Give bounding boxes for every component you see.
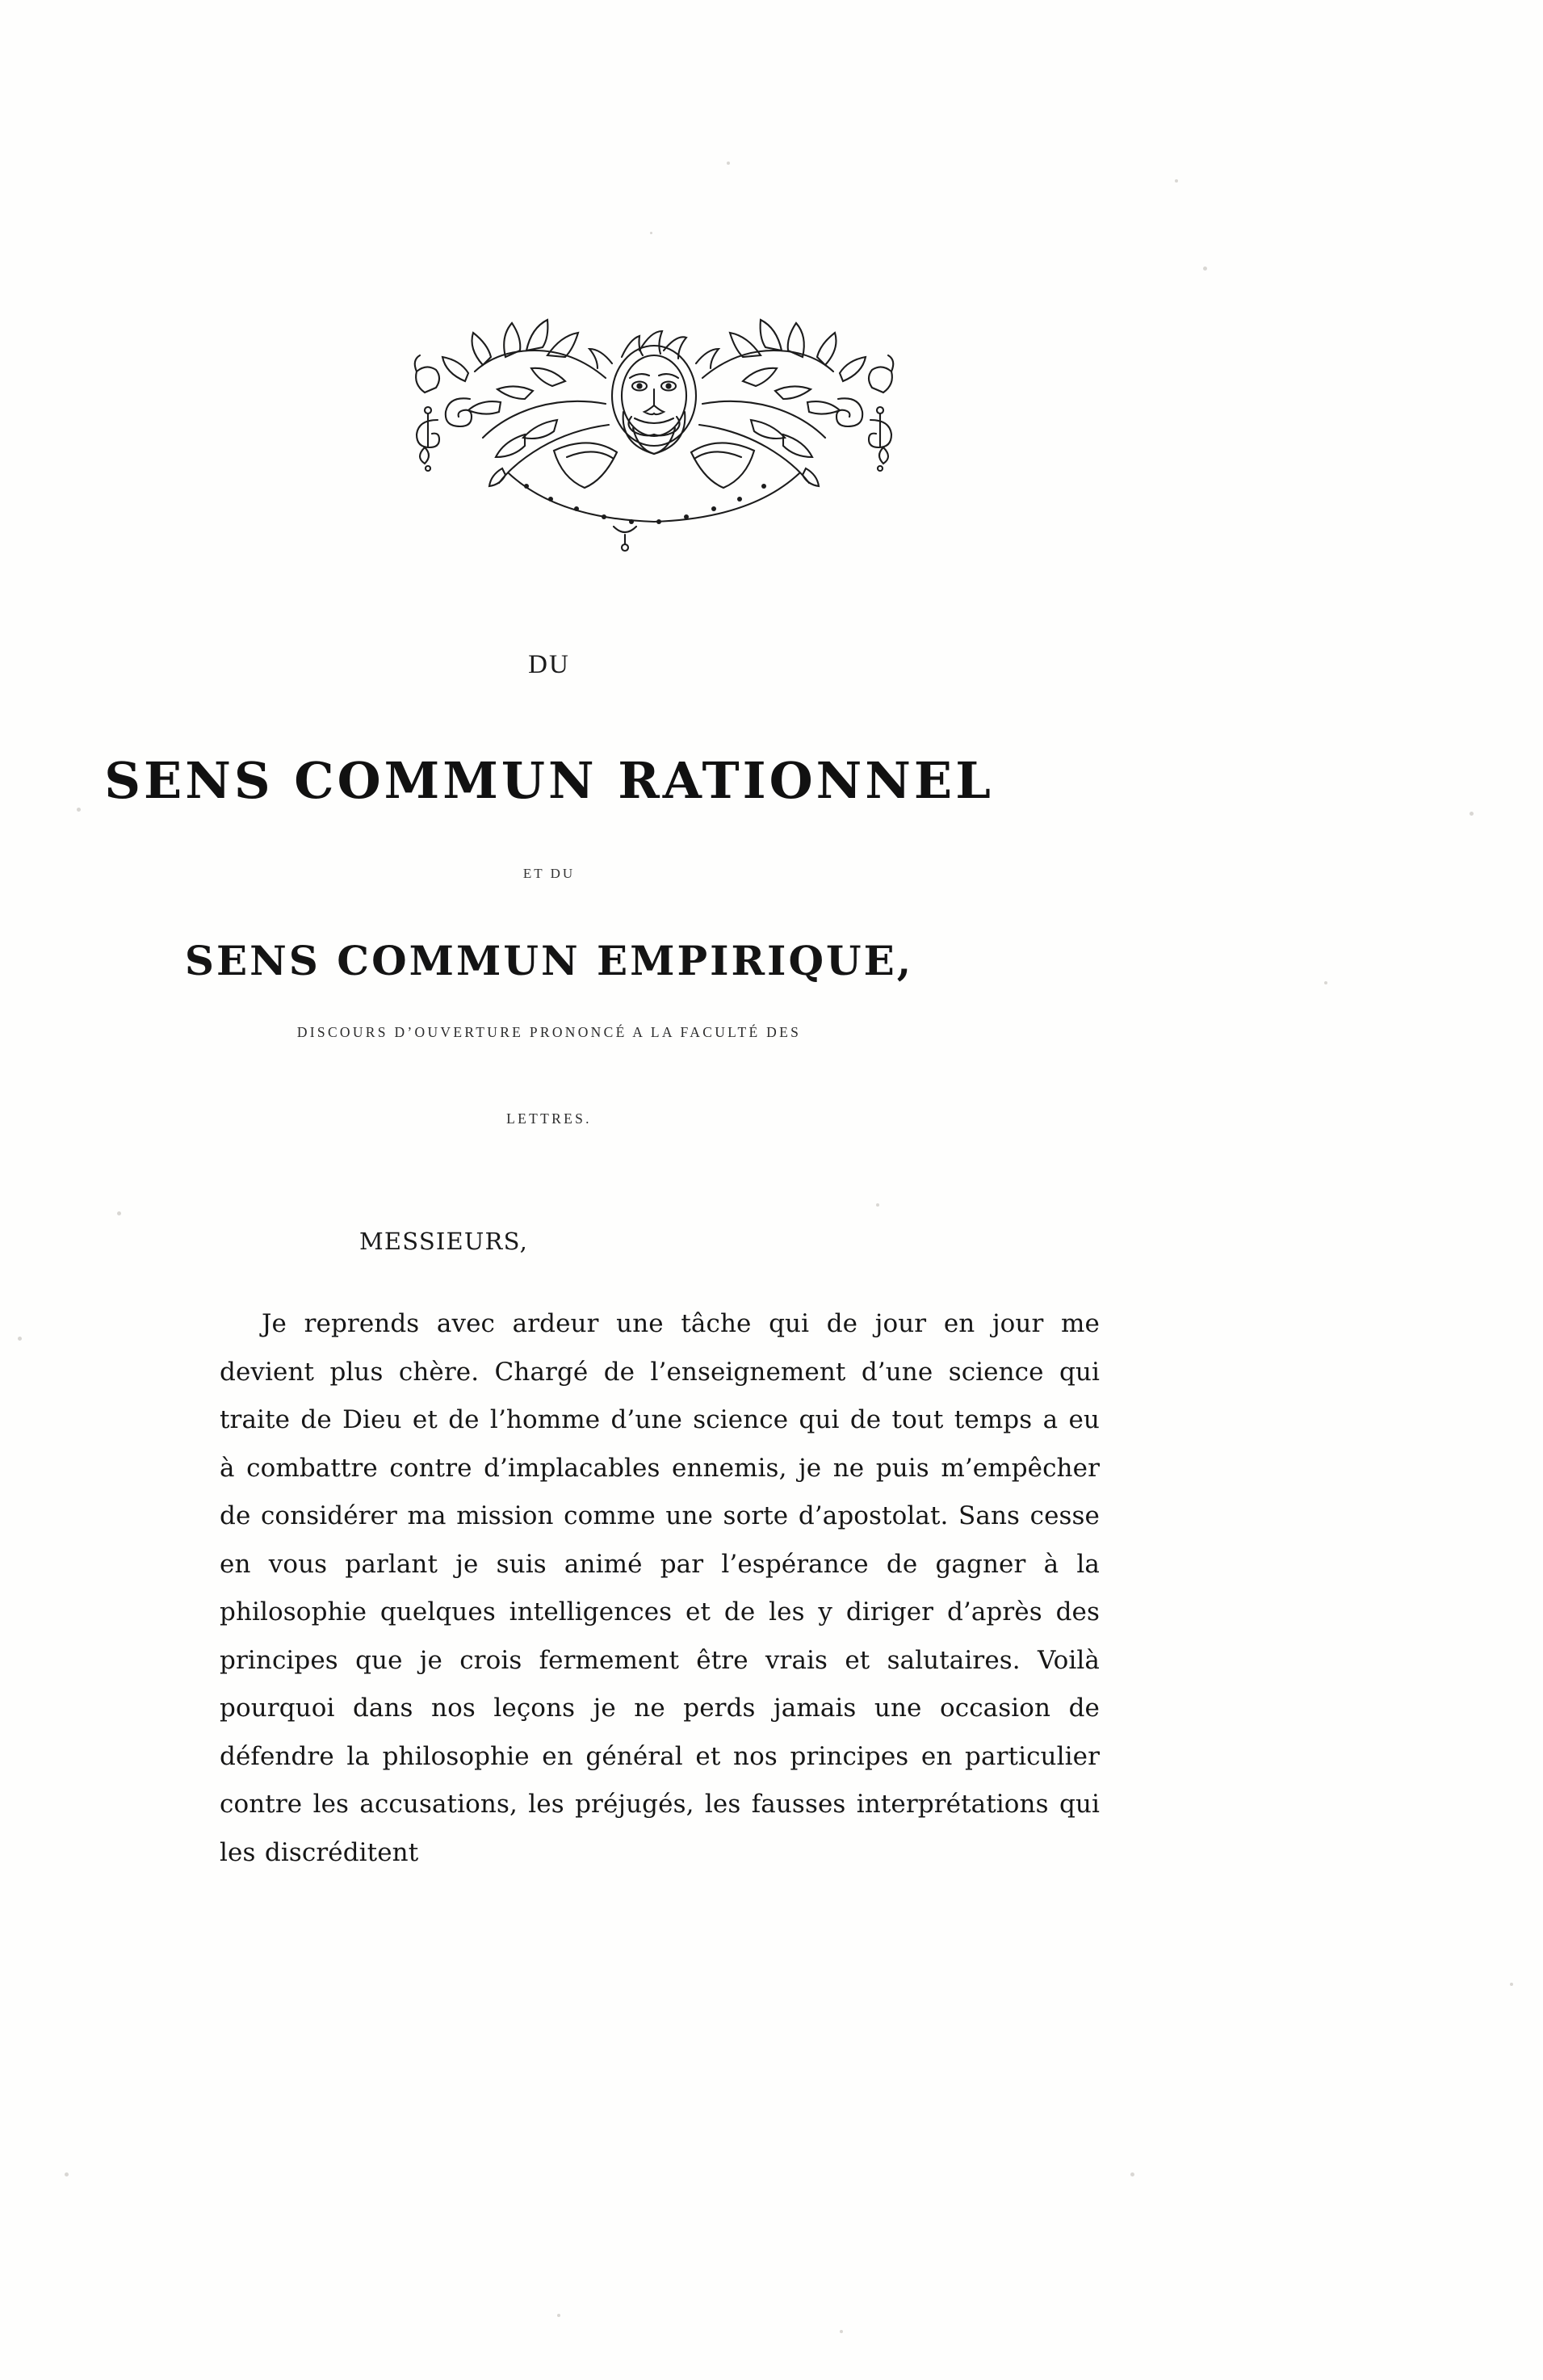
scan-speck — [18, 1337, 22, 1341]
scan-speck — [1130, 2172, 1134, 2176]
scan-speck — [65, 2172, 69, 2176]
subtitle-line-1: DISCOURS D’OUVERTURE PRONONCÉ A LA FACULTÉ DES — [296, 1024, 802, 1040]
scan-speck — [557, 2314, 560, 2317]
title-prefix: DU — [528, 650, 570, 679]
scan-speck — [840, 2330, 843, 2333]
scan-speck — [727, 162, 730, 165]
page-subtitle: SENS COMMUN EMPIRIQUE, — [184, 937, 914, 984]
scan-speck — [876, 1203, 879, 1207]
title-conjunction: ET DU — [522, 866, 576, 881]
scan-speck — [1470, 812, 1474, 816]
scan-speck — [1203, 267, 1207, 271]
subtitle-line-2: LETTRES. — [506, 1110, 592, 1127]
body-paragraph: Je reprends avec ardeur une tâche qui de jour en jour me devient plus chère. Chargé de l’enseignement d’une science qui traite de Dieu et de l’homme d’une science qui de tout temps a eu à combattre contre d’implacables ennemis, je ne puis m’empêcher de considérer ma mission comme une sorte d’apostolat. Sans cesse en vous parlant je suis animé par l’espérance de gagner à la philosophie quelques intelligences et de les y diriger d’après des principes que je crois fermement être vrais et salutaires. Voilà pourquoi dans nos leçons je ne perds jamais une occasion de défendre la philosophie en général et nos principes en particulier contre les accusations, les préjugés, les fausses interprétations qui les discréditent — [220, 1309, 1100, 1867]
scan-speck — [1510, 1983, 1513, 1986]
decorative-headpiece-ornament — [266, 315, 1042, 565]
scan-speck — [1175, 179, 1178, 183]
scan-speck — [117, 1211, 121, 1215]
scan-speck — [650, 232, 652, 234]
scan-speck — [1324, 981, 1327, 984]
salutation: MESSIEURS, — [359, 1228, 529, 1255]
page-title: SENS COMMUN RATIONNEL — [104, 751, 994, 810]
